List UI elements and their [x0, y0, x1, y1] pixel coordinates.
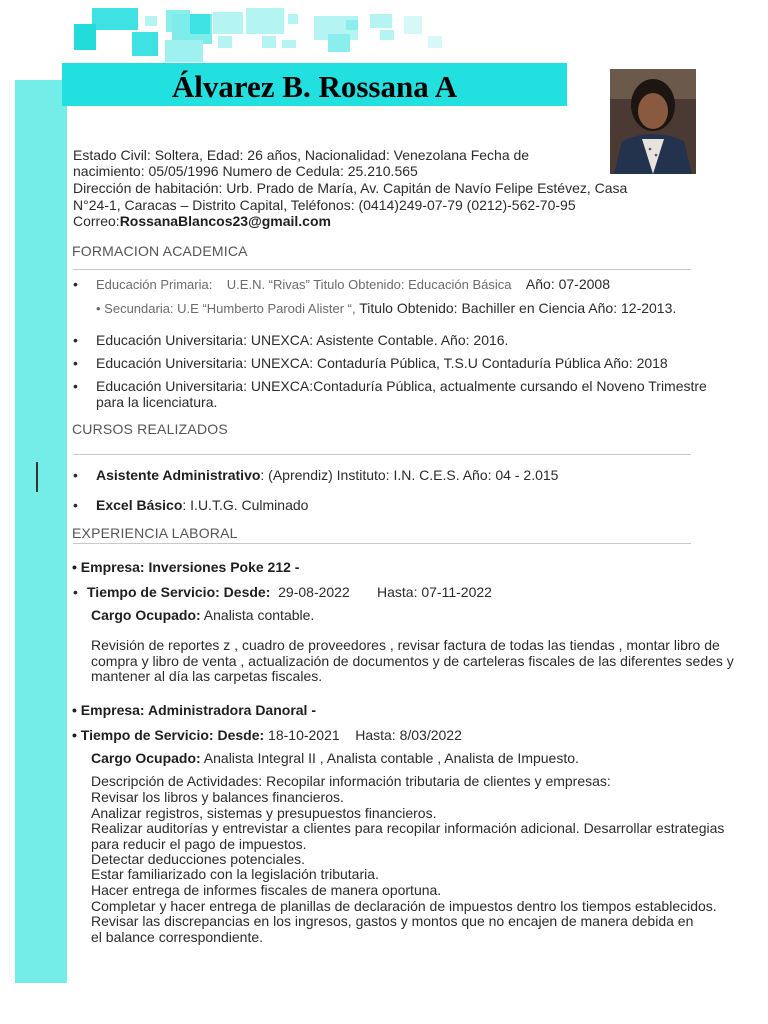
- job-1-role-value: Analista contable.: [200, 607, 315, 623]
- job-2-time-label: • Tiempo de Servicio: Desde:: [72, 727, 265, 743]
- job-2-desc-line: para reducir el pago de impuestos.: [91, 836, 307, 852]
- bullet: •: [73, 276, 78, 292]
- education-secondary-label: • Secundaria: U.E “Humberto Parodi Alister “,: [96, 301, 356, 316]
- education-university-3-line-2: para la licenciatura.: [96, 394, 218, 410]
- course-2-title: Excel Básico: [96, 497, 183, 513]
- job-2-time-to: Hasta: 8/03/2022: [355, 727, 462, 743]
- email-line: [73, 213, 331, 229]
- job-1-time-to: Hasta: 07-11-2022: [377, 584, 492, 600]
- job-1-time-from: 29-08-2022: [278, 584, 350, 600]
- personal-line-3: Dirección de habitación: Urb. Prado de María, Av. Capitán de Navío Felipe Estévez, Casa: [73, 180, 628, 196]
- job-2-role: [91, 750, 579, 766]
- job-2-desc-line: Estar familiarizado con la legislación tributaria.: [91, 866, 379, 882]
- bullet: •: [73, 332, 78, 348]
- education-secondary: [96, 300, 676, 317]
- job-2-desc-line: Completar y hacer entrega de planillas de declaración de impuestos dentro los tiempos establecidos.: [91, 898, 717, 914]
- bullet: •: [73, 467, 78, 483]
- job-2-desc-line: Analizar registros, sistemas y presupuestos financieros.: [91, 805, 437, 821]
- bullet: •: [73, 378, 78, 394]
- job-2-company-text: • Empresa: Administradora Danoral -: [72, 702, 316, 718]
- bullet: •: [73, 355, 78, 371]
- profile-photo: [610, 69, 696, 174]
- divider: [73, 454, 691, 455]
- divider: [73, 543, 691, 544]
- bullet: •: [73, 584, 78, 600]
- job-2-desc-line: Hacer entrega de informes fiscales de manera oportuna.: [91, 882, 442, 898]
- education-university-2: Educación Universitaria: UNEXCA: Contaduría Pública, T.S.U Contaduría Pública Año: 2018: [96, 355, 668, 371]
- job-1-company: [72, 559, 299, 575]
- job-1-time: [87, 584, 492, 600]
- education-university-1: Educación Universitaria: UNEXCA: Asistente Contable. Año: 2016.: [96, 332, 509, 348]
- job-2-desc-line: Revisar los libros y balances financieros.: [91, 789, 344, 805]
- job-1-desc-line-1: Revisión de reportes z , cuadro de proveedores , revisar factura de todas las tiendas , montar libro de: [91, 637, 720, 653]
- bullet: •: [73, 497, 78, 513]
- job-1-company-text: • Empresa: Inversiones Poke 212 -: [72, 559, 300, 575]
- education-primary-inst: U.E.N. “Rivas” Titulo Obtenido: Educación Básica: [226, 277, 512, 292]
- education-primary-year: Año: 07-2008: [525, 276, 610, 292]
- education-secondary-rest: Titulo Obtenido: Bachiller en Ciencia Año: 12-2013.: [359, 300, 677, 316]
- course-1-title: Asistente Administrativo: [96, 467, 261, 483]
- personal-line-4: N°24-1, Caracas – Distrito Capital, Teléfonos: (0414)249-07-79 (0212)-562-70-95: [73, 197, 576, 213]
- education-primary: [96, 276, 610, 293]
- section-education-heading: FORMACION ACADEMICA: [72, 243, 248, 259]
- job-2-desc-line: Detectar deducciones potenciales.: [91, 851, 306, 867]
- job-2-company: [72, 702, 316, 718]
- left-accent-bar: [15, 80, 67, 983]
- job-2-role-value: Analista Integral II , Analista contable , Analista de Impuesto.: [200, 750, 579, 766]
- course-1-details: : (Aprendiz) Instituto: I.N. C.E.S. Año: 04 - 2.015: [260, 467, 559, 483]
- course-1: [96, 467, 558, 483]
- section-experience-heading: EXPERIENCIA LABORAL: [72, 525, 238, 541]
- job-2-time: [72, 727, 462, 743]
- section-courses-heading: CURSOS REALIZADOS: [72, 421, 228, 437]
- divider: [73, 269, 691, 270]
- page-title: Álvarez B. Rossana A: [171, 69, 458, 104]
- job-2-time-from: 18-10-2021: [264, 727, 340, 743]
- job-2-desc-line: Revisar las discrepancias en los ingresos, gastos y montos que no encajen de manera debida en: [91, 913, 694, 929]
- email-link[interactable]: RossanaBlancos23@gmail.com: [119, 213, 331, 229]
- job-1-role-label: Cargo Ocupado:: [91, 607, 201, 623]
- margin-mark: [36, 462, 38, 492]
- job-2-desc-line: el balance correspondiente.: [91, 929, 264, 945]
- job-1-role: [91, 607, 314, 623]
- job-2-desc-line: Realizar auditorías y entrevistar a clientes para recopilar información adicional. Desarrollar estrategias: [91, 820, 725, 836]
- email-label: Correo:: [73, 213, 120, 229]
- course-2-details: : I.U.T.G. Culminado: [182, 497, 309, 513]
- personal-line-1: Estado Civil: Soltera, Edad: 26 años, Nacionalidad: Venezolana Fecha de: [73, 147, 530, 163]
- education-university-3-line-1: Educación Universitaria: UNEXCA:Contaduría Pública, actualmente cursando el Noveno Trimestre: [96, 378, 707, 394]
- course-2: [96, 497, 308, 513]
- job-2-desc-line: Descripción de Actividades: Recopilar información tributaria de clientes y empresas:: [91, 773, 611, 789]
- personal-line-2: nacimiento: 05/05/1996 Numero de Cedula: 25.210.565: [73, 163, 418, 179]
- education-primary-label: Educación Primaria:: [96, 277, 213, 292]
- job-1-desc-line-2: compra y libro de venta , actualización de documentos y de carteleras fiscales de las diferentes sedes y: [91, 653, 734, 669]
- job-1-time-label: Tiempo de Servicio: Desde:: [87, 584, 271, 600]
- job-2-role-label: Cargo Ocupado:: [91, 750, 201, 766]
- job-1-desc-line-3: mantener al día las carpetas fiscales.: [91, 668, 323, 684]
